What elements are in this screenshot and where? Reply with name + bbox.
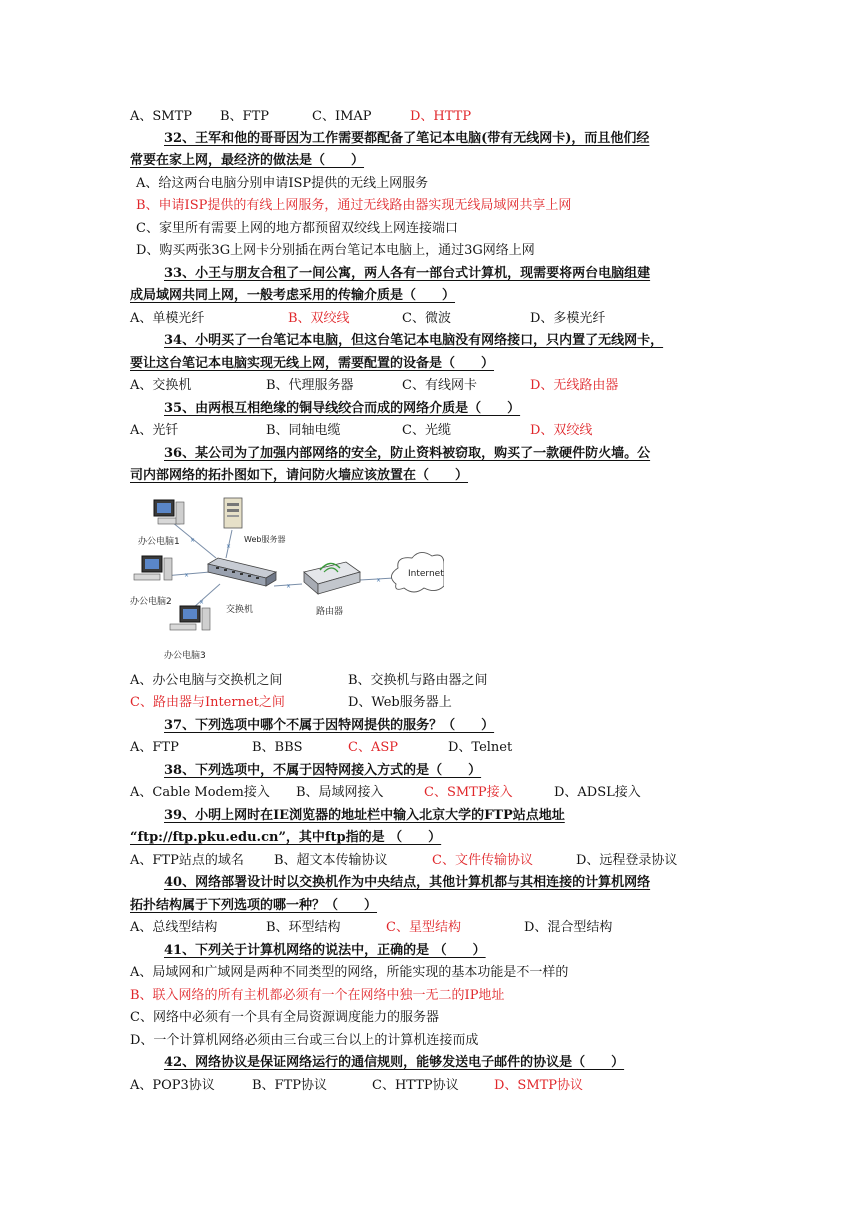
svg-text:×: × [184, 572, 190, 579]
q38-option-d: D、ADSL接入 [554, 785, 641, 800]
q35-question-line1: 35、由两根互相绝缘的铜导线绞合而成的网络介质是（ ） [164, 401, 521, 416]
svg-text:×: × [286, 583, 292, 590]
q40-option-a: A、总线型结构 [130, 920, 218, 935]
q42-question-line1: 42、网络协议是保证网络运行的通信规则，能够发送电子邮件的协议是（ ） [164, 1055, 625, 1070]
q36-option-d: D、Web服务器上 [348, 695, 452, 710]
q36-option-c: C、路由器与Internet之间 [130, 695, 285, 710]
q33-option-c: C、微波 [402, 311, 451, 326]
diagram-label-switch: 交换机 [226, 605, 254, 615]
q36-option-a: A、办公电脑与交换机之间 [130, 673, 283, 688]
q39-question-line1: 39、小明上网时在IE浏览器的地址栏中输入北京大学的FTP站点地址 [164, 808, 565, 823]
desktop-computer-icon [170, 606, 210, 630]
q36-option-b: B、交换机与路由器之间 [348, 673, 488, 688]
q40-option-d: D、混合型结构 [524, 920, 613, 935]
q42-option-c: C、HTTP协议 [372, 1078, 459, 1093]
q34-question-line1: 34、小明买了一台笔记本电脑，但这台笔记本电脑没有网络接口，只内置了无线网卡， [164, 333, 664, 348]
q39-option-a: A、FTP站点的域名 [130, 853, 244, 868]
q42-option-d: D、SMTP协议 [494, 1078, 584, 1093]
q31-option-b: B、FTP [220, 109, 269, 124]
q38-option-b: B、局域网接入 [296, 785, 384, 800]
server-icon [224, 498, 242, 528]
q33-option-a: A、单模光纤 [130, 311, 205, 326]
q34-option-b: B、代理服务器 [266, 378, 354, 393]
q33-question-line1: 33、小王与朋友合租了一间公寓，两人各有一部台式计算机，现需要将两台电脑组建 [164, 266, 651, 281]
q41-option-d: D、一个计算机网络必须由三台或三台以上的计算机连接而成 [130, 1033, 479, 1048]
q34-option-c: C、有线网卡 [402, 378, 477, 393]
q40-option-c: C、星型结构 [386, 920, 461, 935]
diagram-label-pc1: 办公电脑1 [138, 537, 180, 547]
q39-option-c: C、文件传输协议 [432, 853, 533, 868]
q36-question-line1: 36、某公司为了加强内部网络的安全，防止资料被窃取，购买了一款硬件防火墙。公 [164, 446, 651, 461]
q32-question-line2: 常要在家上网，最经济的做法是（ ） [130, 153, 365, 168]
q37-option-d: D、Telnet [448, 740, 513, 755]
diagram-label-server: Web服务器 [244, 535, 286, 544]
q32-question-line1: 32、王军和他的哥哥因为工作需要都配备了笔记本电脑(带有无线网卡)，而且他们经 [164, 131, 650, 146]
desktop-computer-icon [154, 500, 184, 524]
network-topology-diagram [124, 492, 444, 662]
q37-question-line1: 37、下列选项中哪个不属于因特网提供的服务？（ ） [164, 718, 495, 733]
q33-option-b: B、双绞线 [288, 311, 350, 326]
q40-question-line2: 拓扑结构属于下列选项的哪一种？（ ） [130, 898, 378, 913]
q38-option-a: A、Cable Modem接入 [130, 785, 270, 800]
svg-text:×: × [226, 543, 232, 550]
q39-question-line2: “ftp://ftp.pku.edu.cn”，其中ftp指的是 （ ） [130, 830, 442, 845]
switch-icon [208, 558, 276, 586]
q32-option-c: C、家里所有需要上网的地方都预留双绞线上网连接端口 [136, 221, 458, 236]
q35-option-a: A、光钎 [130, 423, 179, 438]
diagram-label-pc2: 办公电脑2 [130, 597, 172, 607]
q38-question-line1: 38、下列选项中，不属于因特网接入方式的是（ ） [164, 763, 482, 778]
q37-option-c: C、ASP [348, 740, 398, 755]
q41-option-a: A、局域网和广域网是两种不同类型的网络，所能实现的基本功能是不一样的 [130, 965, 569, 980]
q33-question-line2: 成局域网共同上网，一般考虑采用的传输介质是（ ） [130, 288, 456, 303]
q31-option-d: D、HTTP [410, 109, 472, 124]
q42-option-a: A、POP3协议 [130, 1078, 215, 1093]
diagram-label-pc3: 办公电脑3 [164, 651, 206, 661]
q34-question-line2: 要让这台笔记本电脑实现无线上网，需要配置的设备是（ ） [130, 356, 495, 371]
q33-option-d: D、多模光纤 [530, 311, 606, 326]
q32-option-d: D、购买两张3G上网卡分别插在两台笔记本电脑上，通过3G网络上网 [136, 243, 535, 258]
q40-question-line1: 40、网络部署设计时以交换机作为中央结点，其他计算机都与其相连接的计算机网络 [164, 875, 651, 890]
svg-text:×: × [376, 577, 382, 584]
q32-option-a: A、给这两台电脑分别申请ISP提供的无线上网服务 [136, 176, 429, 191]
q37-option-a: A、FTP [130, 740, 179, 755]
q41-question-line1: 41、下列关于计算机网络的说法中，正确的是 （ ） [164, 943, 486, 958]
q41-option-b: B、联入网络的所有主机都必须有一个在网络中独一无二的IP地址 [130, 988, 505, 1003]
q31-option-a: A、SMTP [130, 109, 193, 124]
q42-option-b: B、FTP协议 [252, 1078, 327, 1093]
q32-option-b: B、申请ISP提供的有线上网服务，通过无线路由器实现无线局域网共享上网 [136, 198, 572, 213]
q35-option-b: B、同轴电缆 [266, 423, 341, 438]
diagram-label-router: 路由器 [316, 607, 344, 617]
q39-option-d: D、远程登录协议 [576, 853, 678, 868]
diagram-label-internet: Internet [408, 569, 444, 579]
q37-option-b: B、BBS [252, 740, 303, 755]
q36-question-line2: 司内部网络的拓扑图如下，请问防火墙应该放置在（ ） [130, 468, 469, 483]
q34-option-d: D、无线路由器 [530, 378, 619, 393]
q35-option-d: D、双绞线 [530, 423, 593, 438]
q40-option-b: B、环型结构 [266, 920, 341, 935]
q34-option-a: A、交换机 [130, 378, 192, 393]
q31-option-c: C、IMAP [312, 109, 372, 124]
svg-text:×: × [190, 537, 196, 544]
q38-option-c: C、SMTP接入 [424, 785, 513, 800]
q35-option-c: C、光缆 [402, 423, 451, 438]
q41-option-c: C、网络中必须有一个具有全局资源调度能力的服务器 [130, 1010, 439, 1025]
router-icon [304, 562, 360, 594]
desktop-computer-icon [134, 556, 172, 580]
q39-option-b: B、超文本传输协议 [274, 853, 388, 868]
svg-text:×: × [199, 599, 205, 606]
